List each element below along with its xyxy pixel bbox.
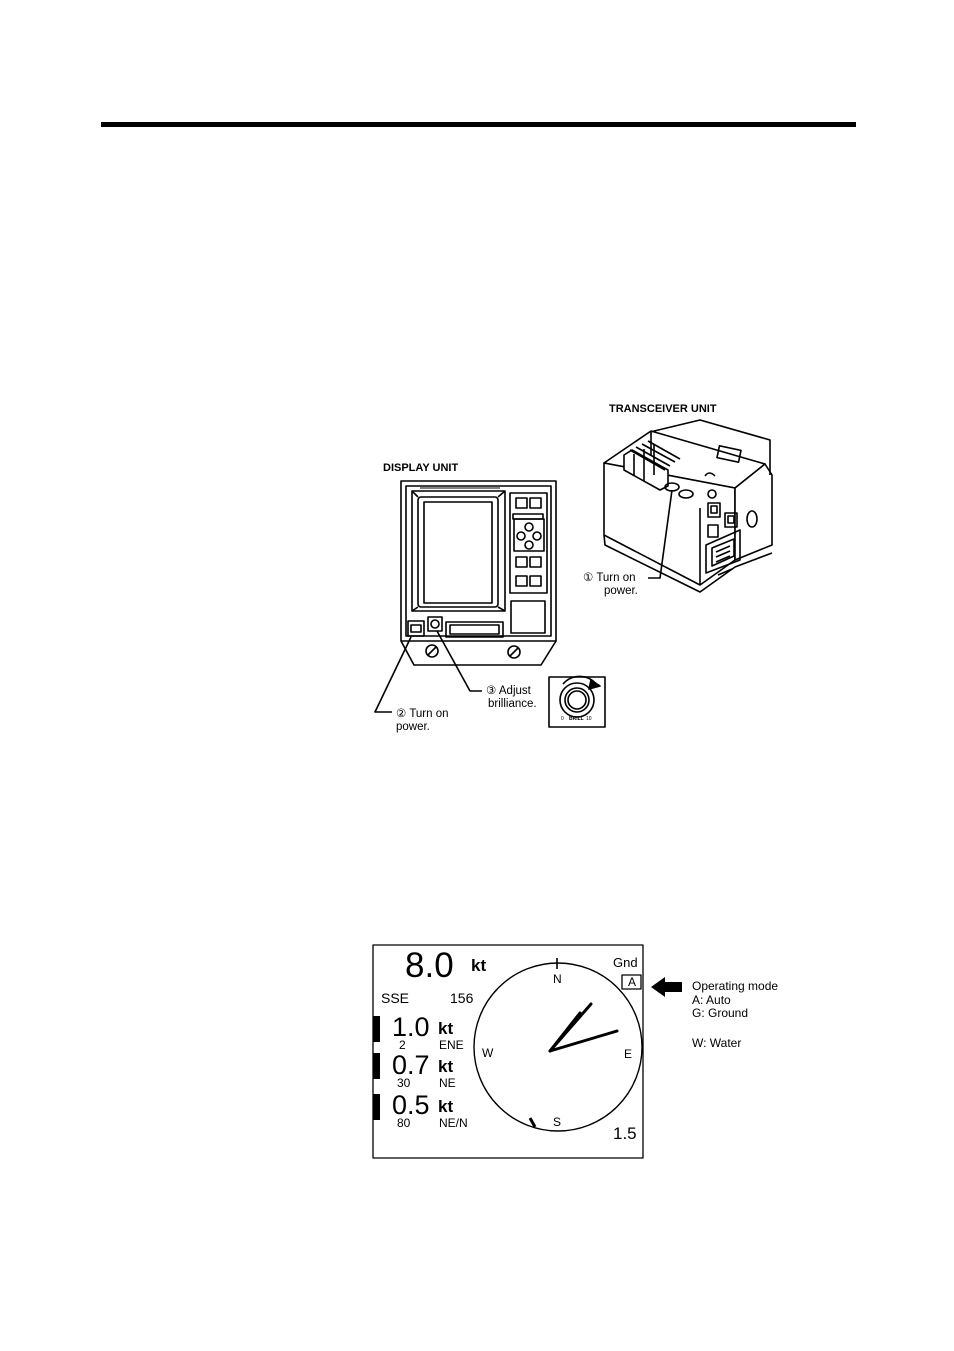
- compass-west: W: [482, 1046, 494, 1060]
- layer3-depth: 80: [397, 1116, 411, 1130]
- layer2-direction: NE: [439, 1076, 456, 1090]
- mode-letter: A: [628, 975, 637, 989]
- legend-title: Operating mode: [692, 979, 779, 993]
- compass-south: S: [553, 1115, 562, 1129]
- mode-reference: Gnd: [613, 955, 638, 970]
- layer2-unit: kt: [438, 1057, 454, 1076]
- main-depth: 156: [450, 990, 474, 1006]
- main-speed-unit: kt: [471, 956, 487, 975]
- knob-max: 10: [586, 716, 592, 722]
- step2-line1: Turn on: [409, 708, 449, 720]
- layer-bars: [373, 1016, 380, 1120]
- step1-label: [583, 570, 636, 584]
- step2-line2: power.: [396, 721, 430, 733]
- layer1-depth: 2: [399, 1038, 406, 1052]
- main-direction: SSE: [381, 990, 410, 1006]
- layer2-speed: 0.7: [392, 1050, 430, 1080]
- step1-number: ①: [583, 572, 594, 584]
- layer2-depth: 30: [397, 1076, 411, 1090]
- step2-number: ②: [396, 708, 407, 720]
- step3-number: ③: [486, 685, 497, 697]
- step3-line1: Adjust: [498, 685, 531, 697]
- layer3-speed: 0.5: [392, 1090, 430, 1120]
- step3-label: [486, 683, 531, 697]
- step1-line1: Turn on: [596, 572, 636, 584]
- compass-east: E: [624, 1047, 633, 1061]
- step3-line2: brilliance.: [488, 698, 537, 710]
- layer3-direction: NE/N: [439, 1116, 468, 1130]
- range-scale: 1.5: [613, 1124, 637, 1143]
- display-title: DISPLAY UNIT: [383, 462, 459, 474]
- legend-ground: G: Ground: [692, 1006, 749, 1020]
- layer1-unit: kt: [438, 1019, 454, 1038]
- transceiver-title: TRANSCEIVER UNIT: [609, 403, 717, 415]
- display-unit: [375, 481, 556, 712]
- mode-arrow-icon: [651, 977, 682, 997]
- current-vectors: [550, 1004, 617, 1051]
- transceiver-unit: [604, 420, 772, 592]
- step2-label: [396, 706, 449, 720]
- layer3-unit: kt: [438, 1097, 454, 1116]
- compass-north: N: [553, 972, 562, 986]
- layer1-direction: ENE: [439, 1038, 464, 1052]
- legend-water: W: Water: [692, 1036, 742, 1050]
- main-speed: 8.0: [405, 946, 454, 985]
- knob-label: BRILL: [569, 716, 584, 722]
- legend-auto: A: Auto: [692, 993, 731, 1007]
- knob-min: 0: [561, 716, 564, 722]
- step1-line2: power.: [604, 585, 638, 597]
- layer1-speed: 1.0: [392, 1012, 430, 1042]
